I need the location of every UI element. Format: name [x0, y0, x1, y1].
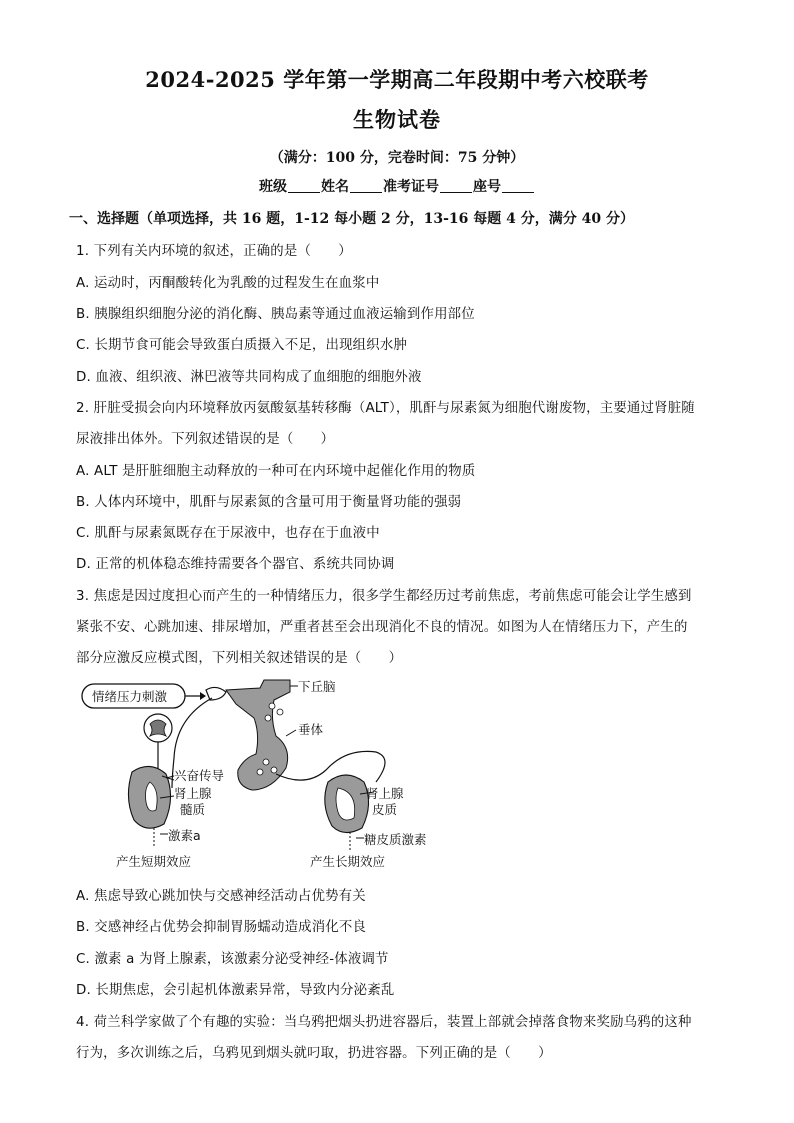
q2-option-d: D. 正常的机体稳态维持需要各个器官、系统共同协调	[76, 557, 395, 572]
seat-label: 座号	[473, 179, 501, 195]
student-info-row	[0, 176, 794, 196]
q3-stem-line1: 3. 焦虑是因过度担心而产生的一种情绪压力，很多学生都经历过考前焦虑，考前焦虑可能会让学生感到	[76, 589, 692, 604]
q1-option-d: D. 血液、组织液、淋巴液等共同构成了血细胞的细胞外液	[76, 370, 422, 385]
q1-stem: 1. 下列有关内环境的叙述，正确的是（ ）	[76, 244, 352, 259]
q3-option-b: B. 交感神经占优势会抑制胃肠蠕动造成消化不良	[76, 920, 367, 935]
cortex-label-1: 肾上腺	[366, 786, 404, 801]
seat-blank[interactable]	[502, 178, 534, 193]
neuron-terminal	[206, 687, 226, 700]
exam-id-blank[interactable]	[440, 178, 472, 193]
q2-option-b: B. 人体内环境中，肌酐与尿素氮的含量可用于衡量肾功能的强弱	[76, 495, 462, 510]
exam-id-label: 准考证号	[383, 179, 439, 195]
medulla-label-2: 髓质	[180, 802, 206, 817]
q3-stem-line3: 部分应激反应模式图，下列相关叙述错误的是（ ）	[76, 651, 403, 666]
class-label: 班级	[259, 179, 287, 195]
stress-response-diagram	[76, 678, 456, 878]
q3-option-c: C. 激素 a 为肾上腺素，该激素分泌受神经-体液调节	[76, 952, 389, 967]
name-label: 姓名	[321, 179, 349, 195]
q3-option-d: D. 长期焦虑，会引起机体激素异常，导致内分泌紊乱	[76, 983, 395, 998]
q2-stem-line1: 2. 肝脏受损会向内环境释放丙氨酸氨基转移酶（ALT），肌酐与尿素氮为细胞代谢废物，主要通过肾脏随	[76, 401, 695, 416]
stimulus-label: 情绪压力刺激	[92, 689, 168, 704]
q1-option-c: C. 长期节食可能会导致蛋白质摄入不足，出现组织水肿	[76, 338, 408, 353]
exam-meta: （满分：100 分，完卷时间：75 分钟）	[269, 150, 525, 166]
q1-option-a: A. 运动时，丙酮酸转化为乳酸的过程发生在血浆中	[76, 276, 380, 291]
q2-option-c: C. 肌酐与尿素氮既存在于尿液中，也存在于血液中	[76, 526, 380, 541]
glucocorticoid-label: 糖皮质激素	[364, 832, 427, 847]
q3-stem-line2: 紧张不安、心跳加速、排尿增加，严重者甚至会出现消化不良的情况。如图为人在情绪压力下，产生的	[76, 620, 688, 635]
short-effect-label: 产生短期效应	[116, 854, 192, 869]
q2-stem-line2: 尿液排出体外。下列叙述错误的是（ ）	[76, 432, 335, 447]
class-blank[interactable]	[288, 178, 320, 193]
hypothalamus-label: 下丘脑	[298, 679, 336, 694]
excitation-label: 兴奋传导	[174, 768, 225, 783]
medulla-label-1: 肾上腺	[174, 786, 212, 801]
q1-option-b: B. 胰腺组织细胞分泌的消化酶、胰岛素等通过血液运输到作用部位	[76, 307, 475, 322]
q4-stem-line2: 行为，多次训练之后，乌鸦见到烟头就叼取，扔进容器。下列正确的是（ ）	[76, 1046, 552, 1061]
exam-title: 2024-2025 学年第一学期高二年段期中考六校联考	[145, 67, 649, 92]
hormone-path	[276, 751, 376, 780]
subject-title: 生物试卷	[353, 107, 441, 132]
q3-option-a: A. 焦虑导致心跳加快与交感神经活动占优势有关	[76, 889, 366, 904]
cortex-label-2: 皮质	[372, 802, 398, 817]
q4-stem-line1: 4. 荷兰科学家做了个有趣的实验：当乌鸦把烟头扔进容器后，装置上部就会掉落食物来奖励乌鸦的这种	[76, 1015, 692, 1030]
long-effect-label: 产生长期效应	[310, 854, 386, 869]
section-title: 一、选择题（单项选择，共 16 题，1-12 每小题 2 分，13-16 每题 4 分，满分 40 分）	[69, 211, 634, 227]
stimulus-arrowhead	[200, 692, 206, 700]
hormone-a-label: 激素a	[168, 828, 201, 843]
name-blank[interactable]	[350, 178, 382, 193]
q2-option-a: A. ALT 是肝脏细胞主动释放的一种可在内环境中起催化作用的物质	[76, 464, 476, 479]
pituitary-label: 垂体	[298, 722, 324, 737]
